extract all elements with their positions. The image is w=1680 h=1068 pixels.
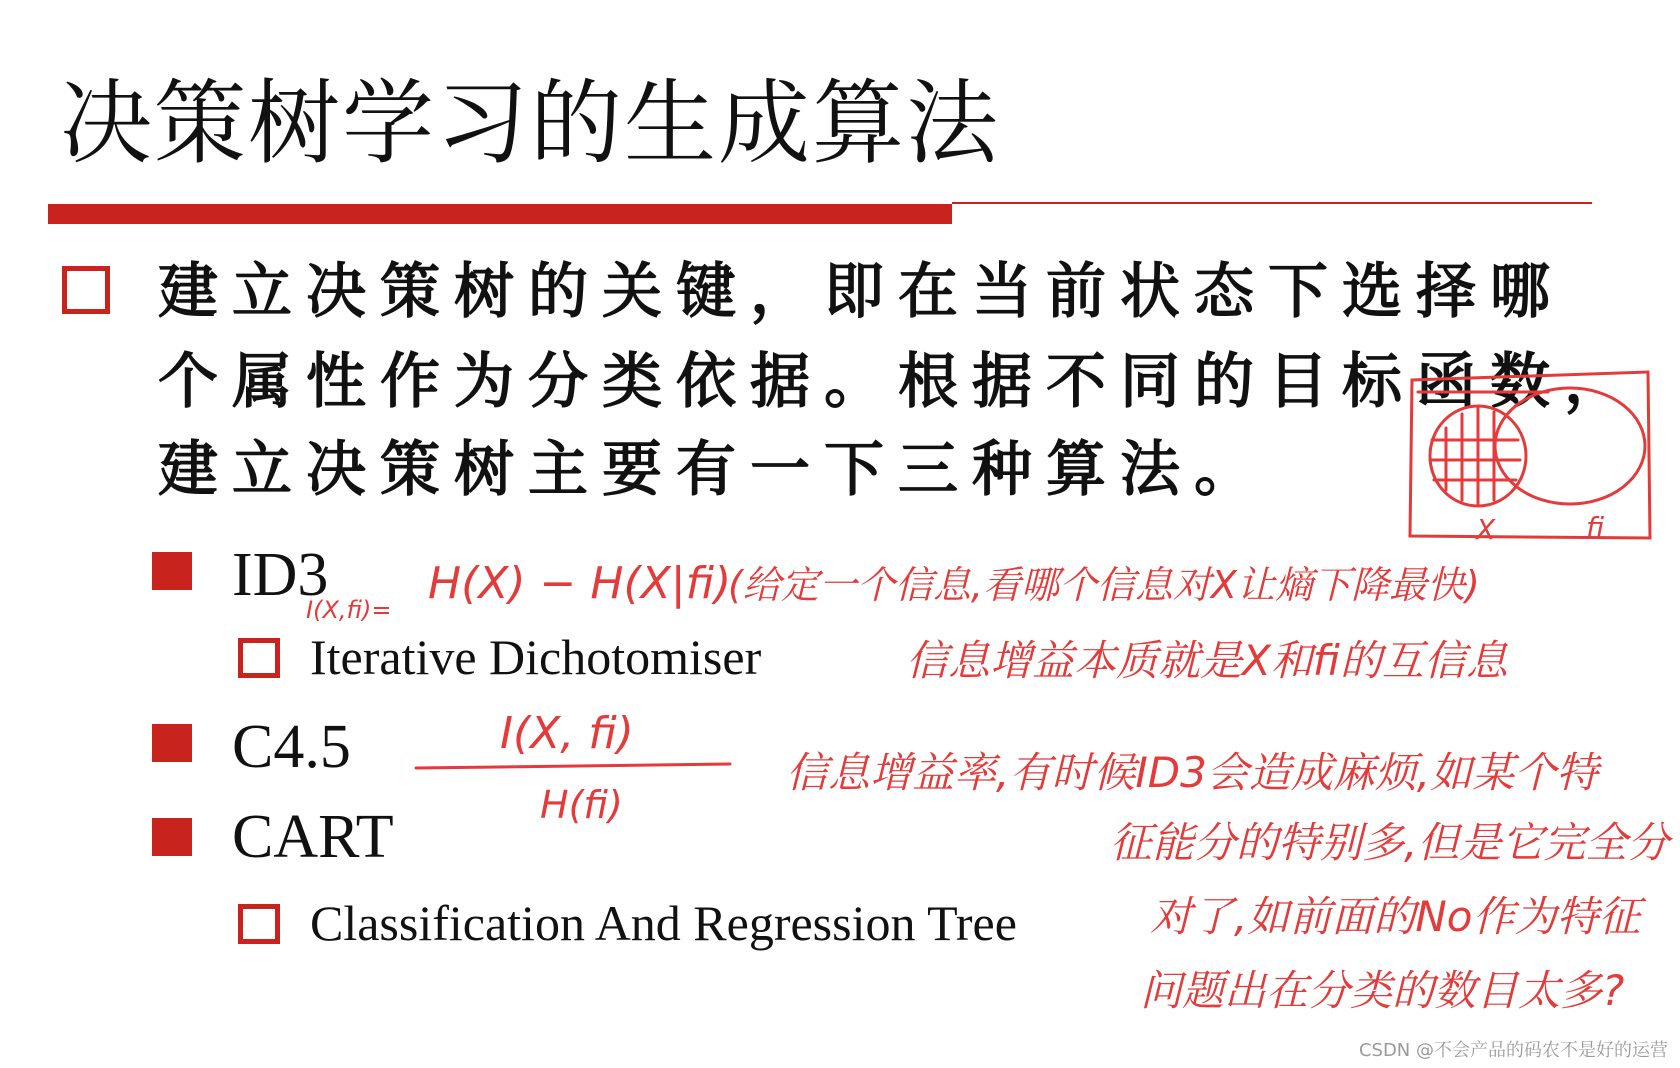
slide-title: 决策树学习的生成算法 xyxy=(60,70,1001,177)
fraction-bar xyxy=(416,764,730,768)
handwritten-id3-note2: 信息增益本质就是X和fi的互信息 xyxy=(906,636,1508,685)
handwritten-id3-formula: H(X) − H(X|fi) xyxy=(428,558,732,609)
body-line-3: 建立决策树主要有一下三种算法。 xyxy=(158,435,1268,505)
body-line-2: 个属性作为分类依据。根据不同的目标函数， xyxy=(158,347,1638,417)
venn-label-x: X xyxy=(1476,513,1496,546)
venn-circle-fi xyxy=(1495,388,1645,504)
handwritten-c45-note-2: 征能分的特别多,但是它完全分 xyxy=(1110,818,1670,867)
algorithm-c45: C4.5 xyxy=(232,713,351,781)
handwritten-c45-note-4: 问题出在分类的数目太多? xyxy=(1140,966,1625,1015)
venn-label-fi: fi xyxy=(1586,511,1605,544)
handwritten-id3-label: I(X,fi)= xyxy=(306,596,392,624)
algorithm-cart: CART xyxy=(232,803,394,871)
handwritten-c45-note-1: 信息增益率,有时候ID3会造成麻烦,如某个特 xyxy=(786,748,1599,797)
algorithm-cart-fullname: Classification And Regression Tree xyxy=(310,895,1017,951)
handwritten-c45-numerator: I(X, fi) xyxy=(500,708,634,759)
handwritten-id3-note: (给定一个信息,看哪个信息对X让熵下降最快) xyxy=(728,563,1480,607)
algorithm-id3-fullname: Iterative Dichotomiser xyxy=(310,629,762,685)
handwritten-c45-denominator: H(fi) xyxy=(540,783,623,827)
handwritten-c45-note-3: 对了,如前面的No作为特征 xyxy=(1150,892,1641,941)
watermark: CSDN @不会产品的码农不是好的运营 xyxy=(1358,1040,1668,1061)
body-line-1: 建立决策树的关键，即在当前状态下选择哪 xyxy=(158,257,1564,327)
algorithm-id3: ID3 xyxy=(232,541,329,609)
